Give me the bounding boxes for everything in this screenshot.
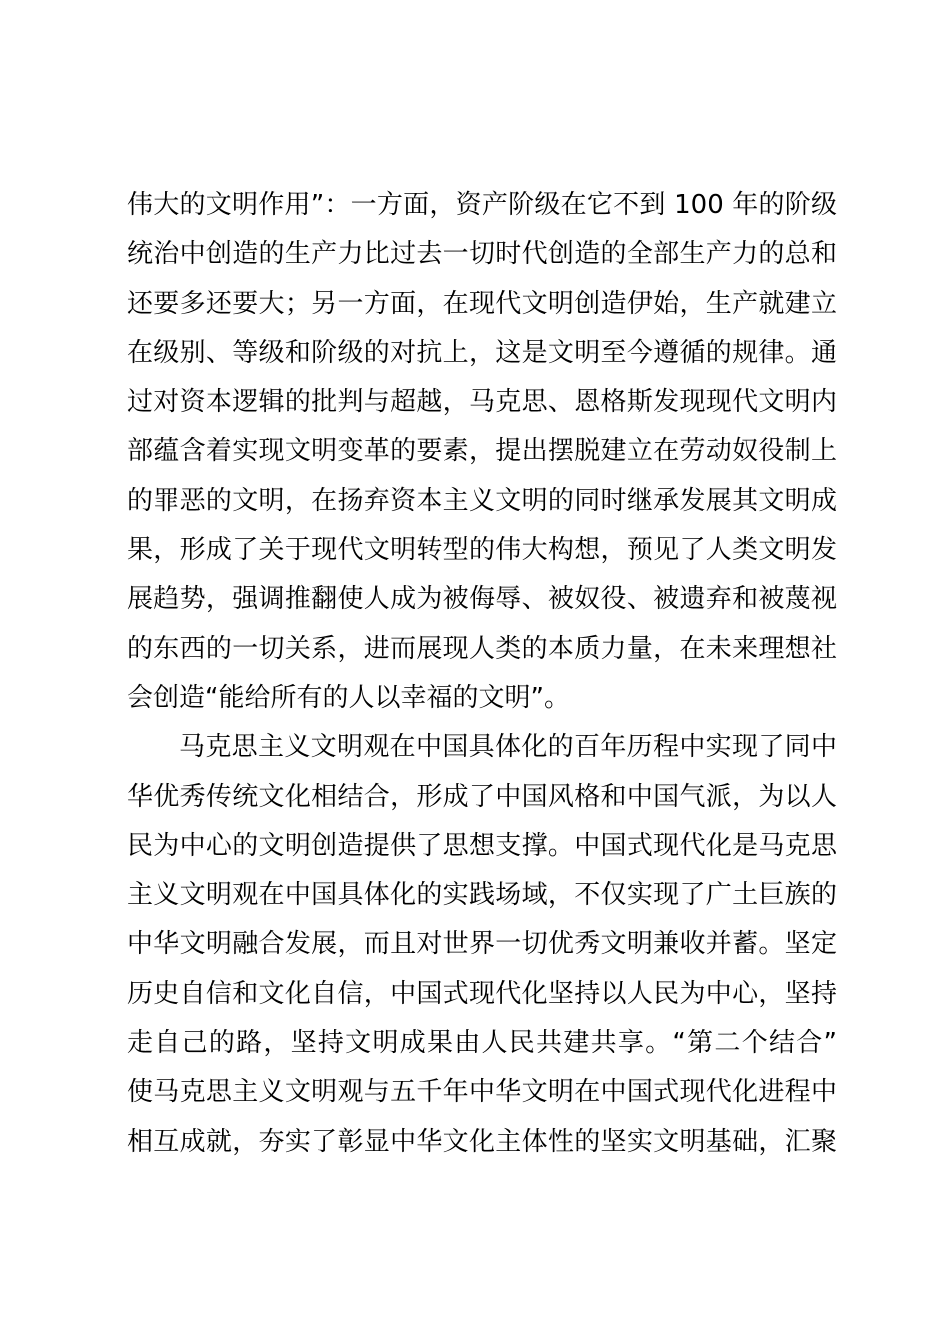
text-line: 展趋势，强调推翻使人成为被侮辱、被奴役、被遗弃和被蔑视 bbox=[127, 584, 837, 615]
text-line: 中华文明融合发展，而且对世界一切优秀文明兼收并蓄。坚定 bbox=[127, 929, 837, 960]
text-line: 部蕴含着实现文明变革的要素，提出摆脱建立在劳动奴役制上 bbox=[127, 436, 837, 467]
text-line: 伟大的文明作用”：一方面，资产阶级在它不到 100 年的阶级 bbox=[127, 190, 837, 220]
text-line: 在级别、等级和阶级的对抗上，这是文明至今遵循的规律。通 bbox=[127, 337, 837, 368]
text-line: 统治中创造的生产力比过去一切时代创造的全部生产力的总和 bbox=[127, 239, 837, 270]
text-line: 还要多还要大；另一方面，在现代文明创造伊始，生产就建立 bbox=[127, 288, 837, 319]
text-line: 的罪恶的文明，在扬弃资本主义文明的同时继承发展其文明成 bbox=[127, 485, 837, 516]
text-line: 使马克思主义文明观与五千年中华文明在中国式现代化进程中 bbox=[127, 1077, 837, 1108]
text-line: 的东西的一切关系，进而展现人类的本质力量，在未来理想社 bbox=[127, 633, 837, 664]
body-text bbox=[127, 181, 837, 1167]
text-line: 果，形成了关于现代文明转型的伟大构想，预见了人类文明发 bbox=[127, 535, 837, 566]
text-line: 马克思主义文明观在中国具体化的百年历程中实现了同中 bbox=[179, 732, 837, 763]
text-line: 过对资本逻辑的批判与超越，马克思、恩格斯发现现代文明内 bbox=[127, 387, 837, 418]
text-line: 相互成就，夯实了彰显中华文化主体性的坚实文明基础，汇聚 bbox=[127, 1126, 837, 1157]
text-line: 华优秀传统文化相结合，形成了中国风格和中国气派，为以人 bbox=[127, 781, 837, 812]
paragraph-2 bbox=[127, 723, 837, 1167]
text-line: 走自己的路，坚持文明成果由人民共建共享。“第二个结合” bbox=[127, 1028, 837, 1059]
text-line: 历史自信和文化自信，中国式现代化坚持以人民为中心，坚持 bbox=[127, 978, 837, 1009]
paragraph-1 bbox=[127, 181, 837, 723]
text-line: 主义文明观在中国具体化的实践场域，不仅实现了广土巨族的 bbox=[127, 880, 837, 911]
text-line: 会创造“能给所有的人以幸福的文明”。 bbox=[127, 682, 570, 713]
text-line: 民为中心的文明创造提供了思想支撑。中国式现代化是马克思 bbox=[127, 830, 837, 861]
